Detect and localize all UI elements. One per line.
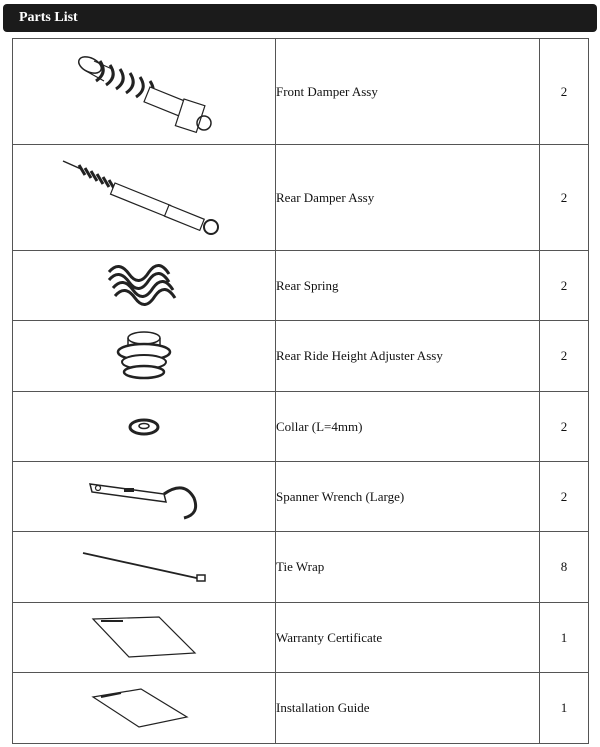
- part-name: Tie Wrap: [276, 532, 540, 603]
- part-qty: 2: [540, 462, 589, 532]
- table-row: [13, 145, 589, 251]
- table-row: [13, 251, 589, 321]
- part-image-cell: [13, 145, 276, 251]
- part-image-cell: [13, 462, 276, 532]
- table-row: [13, 603, 589, 673]
- section-title: Parts List: [19, 10, 78, 25]
- part-image-cell: [13, 392, 276, 462]
- part-name: Installation Guide: [276, 673, 540, 744]
- part-name: Rear Ride Height Adjuster Assy: [276, 321, 540, 392]
- part-qty: 1: [540, 673, 589, 744]
- part-qty: 8: [540, 532, 589, 603]
- part-qty: 2: [540, 39, 589, 145]
- part-name: Warranty Certificate: [276, 603, 540, 673]
- table-row: [13, 392, 589, 462]
- guide-icon: [89, 683, 199, 733]
- part-image-cell: [13, 251, 276, 321]
- part-image-cell: [13, 603, 276, 673]
- table-row: [13, 321, 589, 392]
- part-name: Rear Damper Assy: [276, 145, 540, 251]
- rear-damper-icon: [59, 153, 229, 243]
- part-name: Spanner Wrench (Large): [276, 462, 540, 532]
- table-row: [13, 532, 589, 603]
- part-image-cell: [13, 39, 276, 145]
- spring-icon: [99, 256, 189, 316]
- table-row: [13, 39, 589, 145]
- part-qty: 2: [540, 392, 589, 462]
- collar-icon: [124, 412, 164, 442]
- part-qty: 2: [540, 145, 589, 251]
- tie-wrap-icon: [79, 547, 209, 587]
- part-name: Front Damper Assy: [276, 39, 540, 145]
- part-image-cell: [13, 673, 276, 744]
- section-header: [3, 4, 597, 32]
- part-qty: 2: [540, 251, 589, 321]
- table-row: [13, 673, 589, 744]
- front-damper-icon: [64, 47, 224, 137]
- part-name: Collar (L=4mm): [276, 392, 540, 462]
- certificate-icon: [89, 613, 199, 663]
- adjuster-icon: [104, 326, 184, 386]
- part-qty: 2: [540, 321, 589, 392]
- part-image-cell: [13, 532, 276, 603]
- table-row: [13, 462, 589, 532]
- part-image-cell: [13, 321, 276, 392]
- part-qty: 1: [540, 603, 589, 673]
- part-name: Rear Spring: [276, 251, 540, 321]
- spanner-wrench-icon: [84, 472, 204, 522]
- parts-table: [12, 38, 589, 744]
